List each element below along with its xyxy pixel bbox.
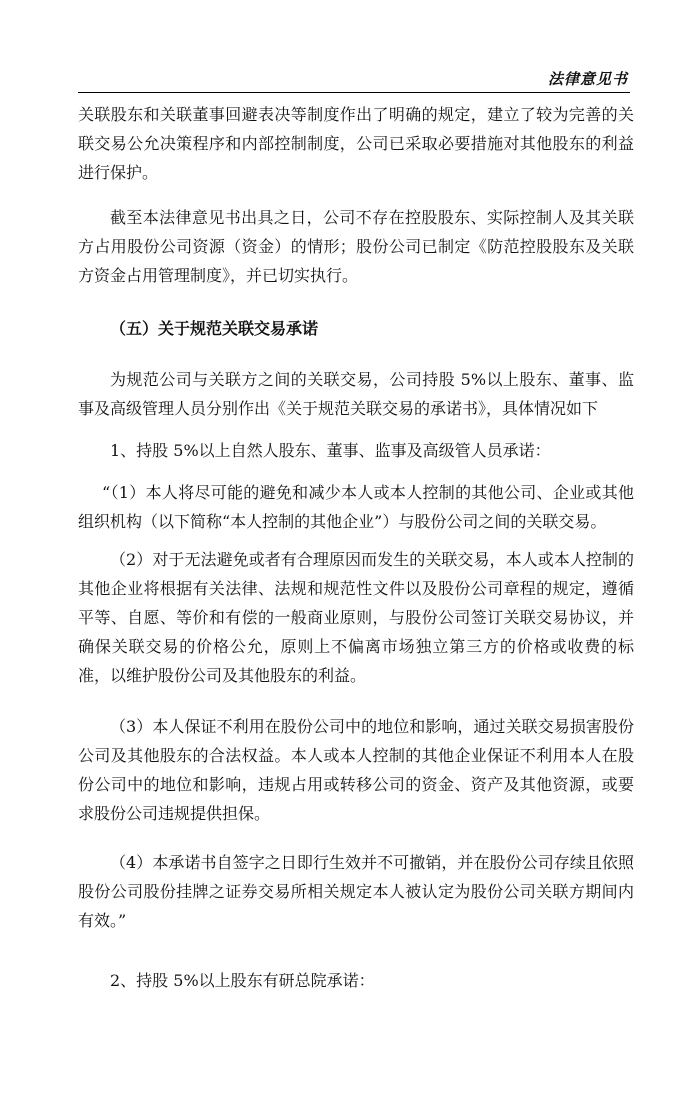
commitment-clause-1: “（1）本人将尽可能的避免和减少本人或本人控制的其他公司、企业或其他组织机构（以下简称“本人控制的其他企业”）与股份公司之间的关联交易。: [78, 483, 634, 531]
commitment-clause-3: （3）本人保证不利用在股份公司中的地位和影响，通过关联交易损害股份公司及其他股东的合法权益。本人或本人控制的其他企业保证不利用本人在股份公司中的地位和影响，违规占用或转移公司的资金、资产及其他资源，或要求股份公司违规提供担保。: [78, 717, 634, 823]
paragraph-commitment-intro: 为规范公司与关联方之间的关联交易，公司持股 5%以上股东、董事、监事及高级管理人员分别作出《关于规范关联交易的承诺书》，具体情况如下: [78, 370, 634, 418]
header-title: 法律意见书: [547, 70, 628, 88]
section-heading-related-transaction-commitment: （五）关于规范关联交易承诺: [110, 319, 319, 338]
item-2-heading: 2、持股 5%以上股东有研总院承诺：: [110, 971, 375, 990]
paragraph-fund-occupation: 截至本法律意见书出具之日，公司不存在控股股东、实际控制人及其关联方占用股份公司资源（资金）的情形；股份公司已制定《防范控股股东及关联方资金占用管理制度》，并已切实执行。: [78, 208, 634, 285]
page-header: [78, 66, 630, 93]
commitment-clause-4: （4）本承诺书自签字之日即行生效并不可撤销，并在股份公司存续且依照股份公司股份挂牌之证券交易所相关规定本人被认定为股份公司关联方期间内有效。”: [78, 853, 634, 930]
paragraph-related-party-voting: 关联股东和关联董事回避表决等制度作出了明确的规定，建立了较为完善的关联交易公允决策程序和内部控制制度，公司已采取必要措施对其他股东的利益进行保护。: [78, 105, 634, 182]
item-1-heading: 1、持股 5%以上自然人股东、董事、监事及高级管人员承诺：: [110, 441, 551, 460]
commitment-clause-2: （2）对于无法避免或者有合理原因而发生的关联交易，本人或本人控制的其他企业将根据有关法律、法规和规范性文件以及股份公司章程的规定，遵循平等、自愿、等价和有偿的一般商业原则，与股份公司签订关联交易协议，并确保关联交易的价格公允，原则上不偏离市场独立第三方的价格或收费的标准，以维护股份公司及其他股东的利益。: [78, 550, 634, 685]
